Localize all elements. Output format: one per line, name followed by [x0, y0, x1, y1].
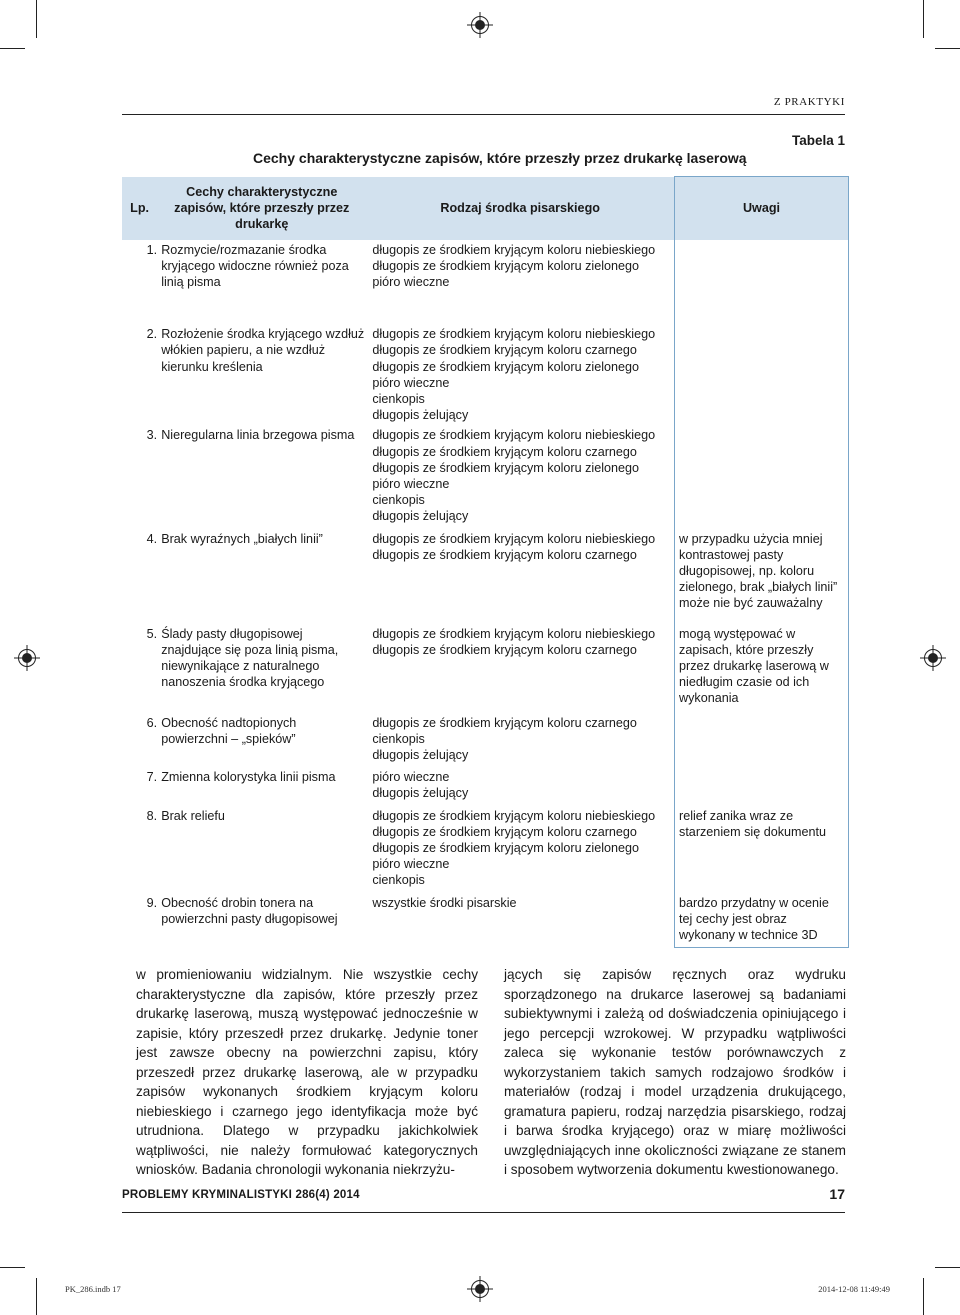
- table-row: [122, 802, 849, 889]
- media-item: długopis ze środkiem kryjącym koloru zielonego: [372, 460, 640, 475]
- row-number: 2.: [146, 327, 158, 342]
- slug-file: PK_286.indb 17: [65, 1284, 121, 1294]
- section-label: Z PRAKTYKI: [773, 96, 845, 108]
- media-item: długopis żelujący: [372, 786, 469, 801]
- row-notes: bardzo przydatny w ocenie tej cechy jest obraz wykonany w technice 3D: [675, 889, 849, 948]
- crop-mark: [36, 0, 37, 38]
- slug-timestamp: 2014-12-08 11:49:49: [818, 1284, 890, 1294]
- row-number: 9.: [146, 895, 158, 910]
- row-number: 6.: [146, 715, 158, 730]
- table-header-row: [122, 177, 849, 240]
- row-notes: [675, 308, 849, 423]
- row-number: 1.: [146, 242, 158, 257]
- media-item: wszystkie środki pisarskie: [372, 895, 517, 910]
- row-feature: Obecność nadtopionych powierzchni – „spieków”: [161, 715, 297, 746]
- row-feature: Nieregularna linia brzegowa pisma: [161, 428, 355, 443]
- table-body: [122, 240, 849, 948]
- row-notes: [675, 709, 849, 764]
- header-notes: Uwagi: [675, 177, 849, 240]
- row-notes: w przypadku użycia mniej kontrastowej pasty długopisowej, np. koloru zielonego, brak „białych linii” może nie być zauważalny: [675, 525, 849, 618]
- media-item: cienkopis: [372, 873, 425, 888]
- media-item: długopis ze środkiem kryjącym koloru niebieskiego: [372, 808, 656, 823]
- media-item: cienkopis: [372, 493, 425, 508]
- row-media: [366, 802, 674, 889]
- table-row: [122, 618, 849, 709]
- registration-mark-icon: [924, 649, 942, 667]
- media-item: pióro wieczne: [372, 274, 450, 289]
- row-feature: Zmienna kolorystyka linii pisma: [161, 770, 336, 785]
- table-row: [122, 423, 849, 524]
- row-number: 3.: [146, 428, 158, 443]
- media-item: długopis ze środkiem kryjącym koloru zielonego: [372, 841, 640, 855]
- table-row: [122, 525, 849, 618]
- media-item: pióro wieczne: [372, 857, 450, 872]
- body-column-right: jących się zapisów ręcznych oraz wydruku sporządzonego na drukarce laserowej są badaniami subiektywnymi i zależą od doświadczenia opiniującego i jego percepcji wzrokowej. W przypadku wątpliwości zaleca się wykonanie testów porównawczych z wykorzystaniem takich samych rodzajowo środków i materiałów (rodzaj i model urządzenia drukującego, gramatura papieru, rodzaj narzędzia pisarskiego, rodzaj i barwa środka kryjącego) oraz w miarę możliwości uwzględniających inne okoliczności związane ze stanem i sposobem wytworzenia dokumentu kwestionowanego.: [504, 967, 846, 1177]
- media-item: długopis ze środkiem kryjącym koloru niebieskiego: [372, 531, 656, 546]
- crop-mark: [935, 48, 960, 49]
- registration-mark-icon: [18, 649, 36, 667]
- header-rule: [122, 114, 845, 115]
- features-table: [122, 176, 849, 948]
- media-item: pióro wieczne: [372, 375, 450, 390]
- media-item: długopis ze środkiem kryjącym koloru zielonego: [372, 258, 640, 273]
- registration-mark-icon: [471, 16, 489, 34]
- table-row: [122, 889, 849, 948]
- journal-footer: PROBLEMY KRYMINALISTYKI 286(4) 2014: [122, 1189, 360, 1201]
- row-feature: Brak wyraźnych „białych linii”: [161, 531, 323, 546]
- row-number: 4.: [146, 531, 158, 546]
- crop-mark: [36, 1278, 37, 1315]
- crop-mark: [923, 1278, 924, 1315]
- crop-mark: [0, 1267, 25, 1268]
- row-feature: Rozłożenie środka kryjącego wzdłuż włókien papieru, a nie wzdłuż kierunku kreślenia: [161, 327, 365, 374]
- table-row: [122, 240, 849, 309]
- media-item: długopis ze środkiem kryjącym koloru zielonego: [372, 359, 640, 374]
- crop-mark: [923, 0, 924, 38]
- row-media: [366, 763, 674, 801]
- media-item: długopis ze środkiem kryjącym koloru niebieskiego: [372, 626, 656, 641]
- media-item: długopis ze środkiem kryjącym koloru czarnego: [372, 642, 637, 657]
- row-notes: mogą występować w zapisach, które przeszły przez drukarkę laserową w niedługim czasie od ich wykonania: [675, 618, 849, 709]
- table-row: [122, 763, 849, 801]
- row-media: [366, 889, 674, 948]
- header-feature-text: Cechy charakterystyczne zapisów, które przeszły przez drukarkę: [174, 184, 350, 232]
- row-media: [366, 618, 674, 709]
- crop-mark: [935, 1267, 960, 1268]
- row-media: [366, 423, 674, 524]
- table-row: [122, 709, 849, 764]
- row-media: [366, 240, 674, 309]
- media-item: długopis ze środkiem kryjącym koloru czarnego: [372, 343, 637, 358]
- row-feature: Obecność drobin tonera na powierzchni pasty długopisowej: [161, 895, 338, 926]
- media-item: długopis ze środkiem kryjącym koloru czarnego: [372, 547, 637, 562]
- row-number: 7.: [146, 770, 158, 785]
- row-feature: Rozmycie/rozmazanie środka kryjącego widoczne również poza linią pisma: [161, 242, 349, 289]
- media-item: długopis ze środkiem kryjącym koloru niebieskiego: [372, 327, 656, 342]
- table-row: [122, 308, 849, 423]
- row-notes: relief zanika wraz ze starzeniem się dokumentu: [675, 802, 849, 889]
- media-item: długopis żelujący: [372, 408, 469, 423]
- media-item: cienkopis: [372, 391, 425, 406]
- media-item: długopis żelujący: [372, 747, 469, 762]
- header-media: Rodzaj środka pisarskiego: [366, 177, 674, 240]
- media-item: cienkopis: [372, 731, 425, 746]
- body-column-left: w promieniowaniu widzialnym. Nie wszystkie cechy charakterystyczne dla zapisów, które przeszły przez drukarkę laserową, muszą występować jednocześnie w zapisie, który przeszedł przez drukarkę. Jedynie toner jest zawsze obecny na powierzchni zapisu, który przeszedł przez drukarkę laserową, ale w przypadku zapisów wykonanych środkiem kryjącym koloru niebieskiego i czarnego jego identyfikacja może być utrudniona. Dlatego w przypadku jakichkolwiek wątpliwości, nie należy formułować kategorycznych wniosków. Badania chronologii wykonania niekrzyżu-: [136, 967, 478, 1177]
- media-item: długopis ze środkiem kryjącym koloru czarnego: [372, 824, 637, 839]
- row-number: 8.: [146, 808, 158, 823]
- crop-mark: [0, 48, 25, 49]
- media-item: pióro wieczne: [372, 476, 450, 491]
- footer-rule: [122, 1212, 845, 1213]
- page-number: 17: [829, 1186, 845, 1202]
- table-label: Tabela 1: [791, 133, 845, 148]
- row-feature: Brak reliefu: [161, 808, 225, 823]
- row-media: [366, 308, 674, 423]
- row-notes: [675, 423, 849, 524]
- media-item: długopis ze środkiem kryjącym koloru niebieskiego: [372, 242, 656, 257]
- row-number: 5.: [146, 626, 158, 641]
- media-item: pióro wieczne: [372, 770, 450, 785]
- media-item: długopis żelujący: [372, 509, 469, 524]
- header-lp: Lp.: [122, 177, 157, 240]
- row-notes: [675, 240, 849, 309]
- media-item: długopis ze środkiem kryjącym koloru niebieskiego: [372, 428, 656, 443]
- row-feature: Ślady pasty długopisowej znajdujące się poza linią pisma, niewynikające z naturalnego nanoszenia środka kryjącego: [161, 626, 339, 690]
- header-feature: [157, 177, 366, 240]
- table-caption: Cechy charakterystyczne zapisów, które przeszły przez drukarkę laserową: [253, 150, 747, 166]
- registration-mark-icon: [471, 1280, 489, 1298]
- media-item: długopis ze środkiem kryjącym koloru czarnego: [372, 715, 637, 730]
- media-item: długopis ze środkiem kryjącym koloru czarnego: [372, 444, 637, 459]
- row-media: [366, 525, 674, 618]
- row-media: [366, 709, 674, 764]
- row-notes: [675, 763, 849, 801]
